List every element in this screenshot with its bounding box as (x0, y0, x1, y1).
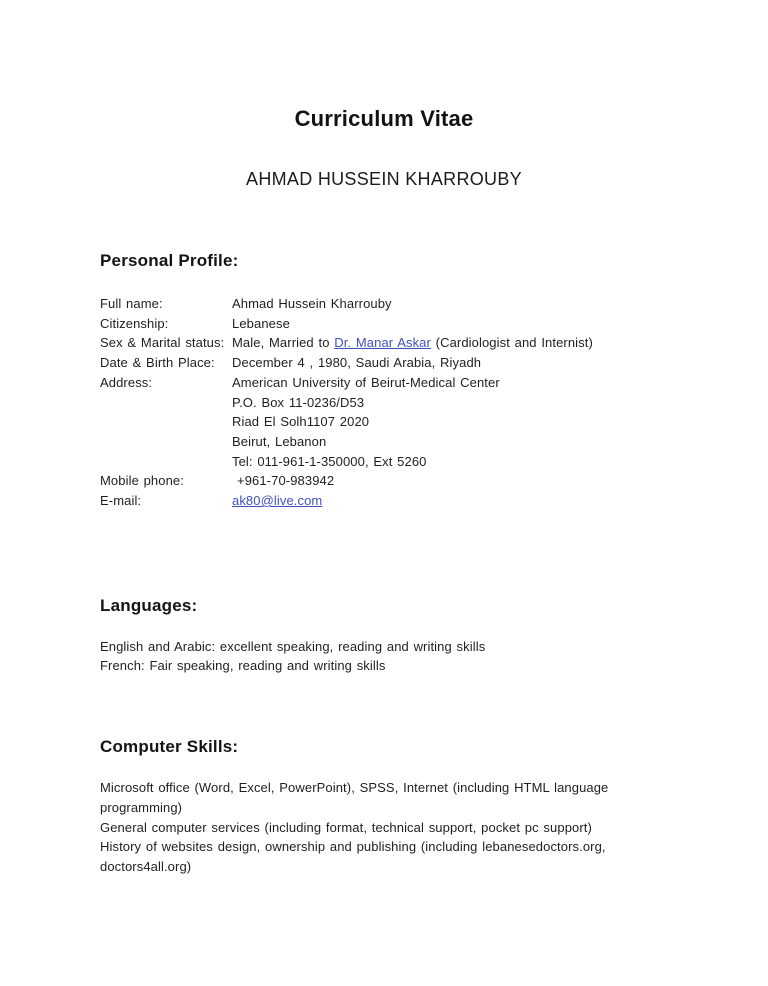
computer-skills-line: programming) (100, 799, 183, 815)
email-link[interactable]: ak80@live.com (232, 493, 323, 509)
field-label: Mobile phone: (100, 473, 184, 489)
row-address-line-1 (100, 373, 740, 393)
section-personal-profile (100, 250, 740, 511)
field-value (232, 491, 322, 511)
personal-profile-rows (100, 294, 740, 511)
language-line-english-arabic: English and Arabic: excellent speaking, reading and writing skills (100, 638, 486, 654)
field-label: Address: (100, 374, 153, 390)
computer-skills-line: History of websites design, ownership and publishing (including lebanesedoctors.org, (100, 839, 606, 855)
field-label (100, 393, 232, 413)
languages-heading: Languages: (100, 595, 198, 615)
row-full-name (100, 294, 740, 314)
row-marital-status (100, 333, 740, 353)
section-languages (100, 595, 740, 676)
field-value: Lebanese (232, 315, 290, 331)
document-body (0, 250, 768, 877)
computer-skills-line: doctors4all.org) (100, 858, 192, 874)
row-birth (100, 353, 740, 373)
field-label: Date & Birth Place: (100, 355, 215, 371)
person-name: AHMAD HUSSEIN KHARROUBY (246, 169, 522, 189)
field-value: American University of Beirut-Medical Center (232, 374, 500, 390)
spouse-link[interactable]: Dr. Manar Askar (334, 335, 431, 351)
row-mobile-phone (100, 471, 740, 491)
field-label (100, 432, 232, 452)
language-line-french: French: Fair speaking, reading and writing skills (100, 658, 386, 674)
computer-skills-heading: Computer Skills: (100, 737, 239, 757)
computer-skills-lines (100, 778, 740, 877)
section-computer-skills (100, 736, 740, 877)
field-value: Riad El Solh1107 2020 (232, 414, 370, 430)
marital-prefix: Male, Married to (232, 335, 335, 351)
row-address-line-3 (100, 412, 740, 432)
field-label (100, 452, 232, 472)
row-citizenship (100, 314, 740, 334)
row-address-tel (100, 452, 740, 472)
field-value (232, 333, 593, 353)
field-value: P.O. Box 11-0236/D53 (232, 394, 365, 410)
row-address-line-2 (100, 393, 740, 413)
computer-skills-line: General computer services (including format, technical support, pocket pc support) (100, 819, 592, 835)
field-label: Sex & Marital status: (100, 335, 225, 351)
row-address-line-4 (100, 432, 740, 452)
document-header (0, 0, 768, 190)
field-label (100, 412, 232, 432)
row-email (100, 491, 740, 511)
field-label: Full name: (100, 296, 163, 311)
computer-skills-line: Microsoft office (Word, Excel, PowerPoint), SPSS, Internet (including HTML language (100, 780, 609, 796)
field-value: Beirut, Lebanon (232, 433, 327, 449)
field-label: E-mail: (100, 493, 142, 509)
languages-lines (100, 637, 740, 676)
field-label: Citizenship: (100, 315, 169, 331)
personal-profile-heading: Personal Profile: (100, 251, 239, 270)
field-value: December 4 , 1980, Saudi Arabia, Riyadh (232, 355, 482, 371)
page-title: Curriculum Vitae (294, 106, 474, 131)
field-value: Ahmad Hussein Kharrouby (232, 296, 392, 311)
marital-suffix: (Cardiologist and Internist) (430, 335, 593, 351)
field-value: Tel: 011-961-1-350000, Ext 5260 (232, 453, 427, 469)
field-value: +961-70-983942 (237, 473, 335, 489)
